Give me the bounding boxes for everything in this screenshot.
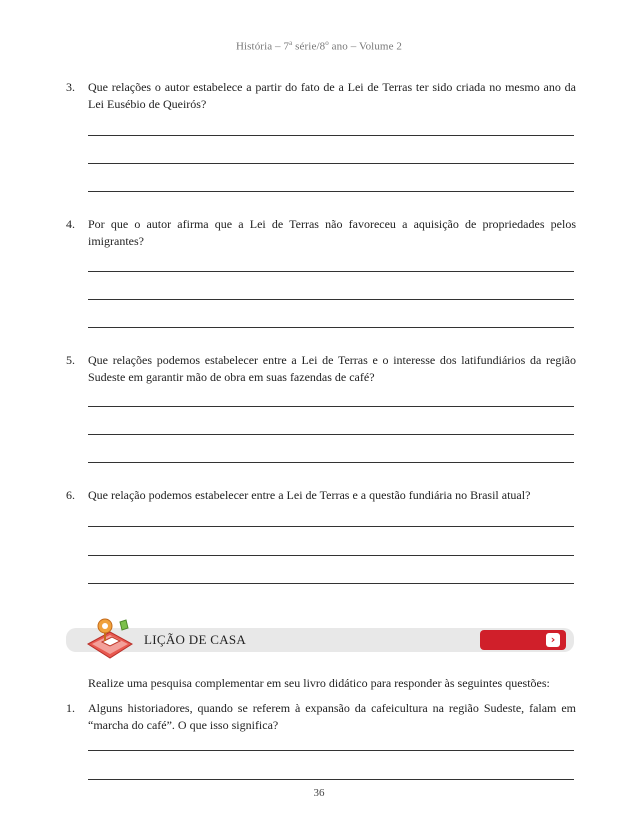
page-number: 36 bbox=[313, 787, 325, 799]
question-5 bbox=[66, 352, 576, 386]
chevron-right-icon[interactable]: › bbox=[546, 633, 560, 647]
header-volume: ano – Volume 2 bbox=[328, 40, 403, 53]
homework-accent-bar[interactable] bbox=[480, 630, 566, 650]
question-number: 1. bbox=[66, 701, 75, 715]
answer-line[interactable] bbox=[88, 191, 574, 192]
answer-line[interactable] bbox=[88, 750, 574, 751]
answer-line[interactable] bbox=[88, 583, 574, 584]
question-number: 4. bbox=[66, 217, 75, 231]
answer-line[interactable] bbox=[88, 163, 574, 164]
homework-banner bbox=[66, 628, 574, 652]
question-text: Que relações o autor estabelece a partir do fato de a Lei de Terras ter sido criada no mesmo ano da Lei Eusébio de Queirós? bbox=[88, 80, 576, 111]
question-number: 5. bbox=[66, 353, 75, 367]
answer-line[interactable] bbox=[88, 271, 574, 272]
answer-line[interactable] bbox=[88, 526, 574, 527]
header-series: série/8 bbox=[292, 40, 326, 53]
question-4 bbox=[66, 216, 576, 250]
question-3 bbox=[66, 79, 576, 113]
question-text: Por que o autor afirma que a Lei de Terras não favoreceu a aquisição de propriedades pelos imigrantes? bbox=[88, 217, 576, 248]
answer-line[interactable] bbox=[88, 462, 574, 463]
page-header bbox=[0, 39, 638, 53]
question-number: 3. bbox=[66, 80, 75, 94]
question-text: Que relação podemos estabelecer entre a Lei de Terras e a questão fundiária no Brasil atual? bbox=[88, 488, 531, 502]
answer-line[interactable] bbox=[88, 327, 574, 328]
question-text: Que relações podemos estabelecer entre a Lei de Terras e o interesse dos latifundiários da região Sudeste em garantir mão de obra em suas fazendas de café? bbox=[88, 353, 576, 384]
header-subject: História – 7 bbox=[235, 40, 290, 53]
answer-line[interactable] bbox=[88, 555, 574, 556]
question-number: 6. bbox=[66, 488, 75, 502]
homework-title: LIÇÃO DE CASA bbox=[144, 632, 247, 647]
answer-line[interactable] bbox=[88, 135, 574, 136]
answer-line[interactable] bbox=[88, 434, 574, 435]
homework-question-1 bbox=[66, 700, 576, 734]
house-icon bbox=[82, 614, 138, 662]
header-sup-a: a bbox=[289, 39, 293, 47]
answer-line[interactable] bbox=[88, 406, 574, 407]
answer-line[interactable] bbox=[88, 779, 574, 780]
homework-intro: Realize uma pesquisa complementar em seu livro didático para responder às seguintes questões: bbox=[88, 676, 550, 690]
answer-line[interactable] bbox=[88, 299, 574, 300]
header-sup-o: o bbox=[325, 39, 329, 47]
question-6 bbox=[66, 487, 576, 504]
question-text: Alguns historiadores, quando se referem à expansão da cafeicultura na região Sudeste, falam em “marcha do café”. O que isso significa? bbox=[88, 701, 576, 732]
